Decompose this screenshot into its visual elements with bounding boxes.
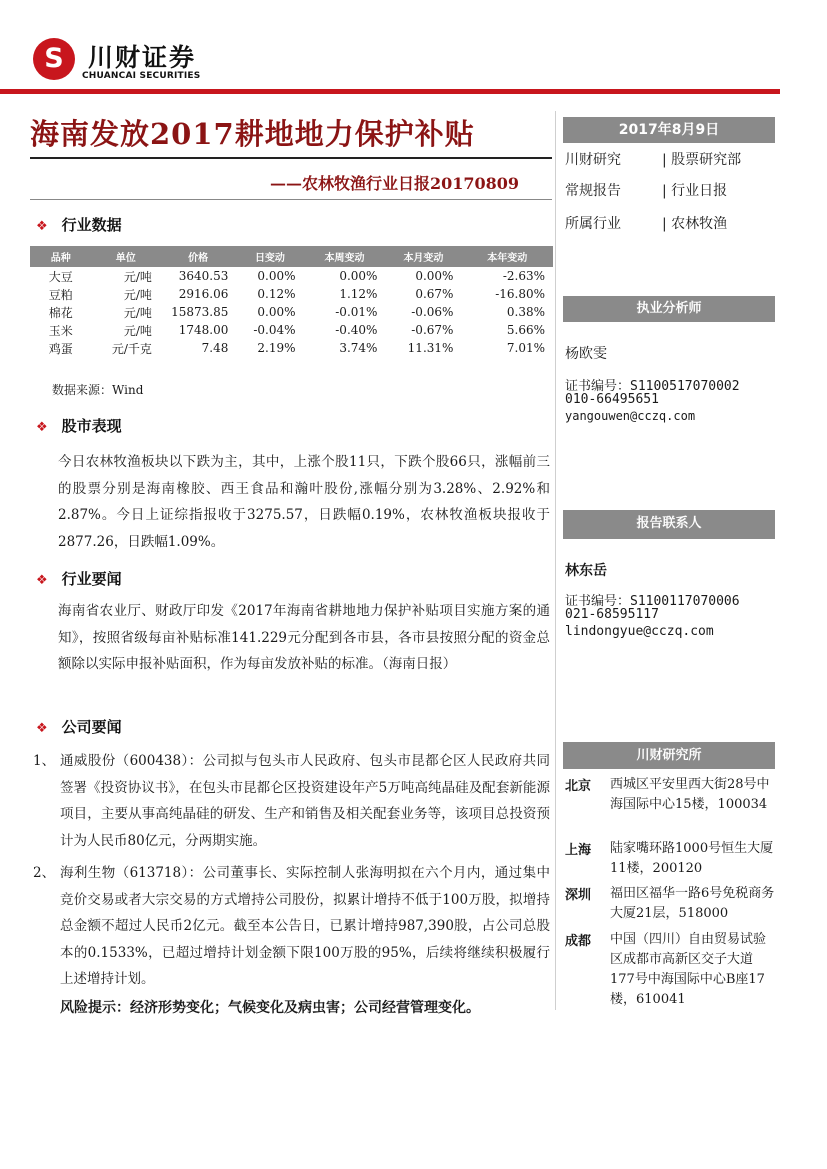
office-city: 上海	[565, 843, 592, 858]
section-industry-news	[36, 568, 122, 589]
price-table	[30, 246, 553, 357]
table-cell: 0.00%	[257, 305, 296, 319]
table-cell: 元/吨	[123, 323, 152, 338]
diamond-bullet-icon: ❖	[36, 219, 48, 234]
column-header: 价格	[160, 246, 236, 267]
news-item-number: 1、	[33, 753, 56, 769]
table-cell: 大豆	[48, 269, 73, 284]
table-cell: 棉花	[48, 305, 73, 320]
table-cell: -2.63%	[502, 269, 545, 283]
logo-mark	[33, 38, 75, 80]
table-cell: -0.01%	[335, 305, 378, 319]
company-news-item: 海利生物（613718）：公司董事长、实际控制人张海明拟在六个月内，通过集中竞价交易或者大宗交易的方式增持公司股份，拟累计增持不低于100万股，拟增持总金额不超过人民币2亿元。截至本公告日，已累计增持987,390股，占公司总股本的0.1533%，已超过增持计划金额下限100万股的95%，后续将继续积极履行上述增持计划。	[60, 865, 550, 987]
meta-label: 常规报告	[565, 183, 621, 199]
table-cell: 0.67%	[415, 287, 454, 301]
news-item-number: 2、	[33, 865, 56, 881]
table-cell: 玉米	[48, 323, 73, 338]
section-title: 行业要闻	[61, 570, 122, 588]
contact-header-rule	[563, 537, 775, 539]
subtitle-divider	[30, 199, 552, 200]
table-cell: 鸡蛋	[48, 341, 73, 356]
header-divider	[0, 89, 780, 94]
report-date: 2017年8月9日	[563, 117, 775, 143]
company-news-item: 通威股份（600438）：公司拟与包头市人民政府、包头市昆都仑区人民政府共同签署《投资协议书》，在包头市昆都仑区投资建设年产5万吨高纯晶硅及配套新能源项目，主要从事高纯晶硅的研发、生产和销售及相关配套业务等，该项目总投资预计为人民币80亿元，分两期实施。	[60, 753, 550, 849]
table-row	[30, 267, 553, 285]
diamond-bullet-icon: ❖	[36, 420, 48, 435]
logo-glyph: S	[44, 43, 64, 74]
table-cell: 15873.85	[171, 305, 229, 319]
table-cell: 1.12%	[339, 287, 378, 301]
table-cell: 0.12%	[257, 287, 296, 301]
section-company-news	[36, 716, 122, 737]
office-address: 中国（四川）自由贸易试验区成都市高新区交子大道177号中海国际中心B座17楼，610041	[610, 932, 767, 1007]
meta-label: 川财研究	[565, 152, 621, 168]
table-row	[30, 285, 553, 303]
table-cell: -0.67%	[411, 323, 454, 337]
section-title: 公司要闻	[61, 718, 122, 736]
table-cell: -0.06%	[411, 305, 454, 319]
table-row	[30, 321, 553, 339]
table-cell: 元/吨	[123, 287, 152, 302]
contact-phone: 021-68595117	[565, 607, 659, 622]
table-cell: 0.00%	[339, 269, 378, 283]
table-cell: 元/吨	[123, 305, 152, 320]
analyst-phone: 010-66495651	[565, 392, 659, 407]
column-header: 单位	[92, 246, 160, 267]
diamond-bullet-icon: ❖	[36, 573, 48, 588]
contact-header: 报告联系人	[563, 510, 775, 537]
table-cell: 元/吨	[123, 269, 152, 284]
section-market	[36, 415, 122, 436]
brand-name-en: CHUANCAI SECURITIES	[82, 71, 201, 81]
meta-label: 所属行业	[565, 216, 621, 232]
office-city: 深圳	[565, 888, 592, 903]
section-title: 行业数据	[61, 216, 122, 234]
contact-name: 林东岳	[565, 563, 607, 579]
table-cell: -0.40%	[335, 323, 378, 337]
table-cell: 3.74%	[339, 341, 378, 355]
brand-name-cn: 川财证券	[88, 43, 197, 72]
table-cell: 7.01%	[506, 341, 545, 355]
risk-warning: 风险提示：经济形势变化；气候变化及病虫害；公司经营管理变化。	[60, 1000, 480, 1016]
table-row	[30, 303, 553, 321]
meta-value: | 股票研究部	[662, 152, 742, 168]
institute-header: 川财研究所	[563, 742, 775, 769]
table-cell: 2.19%	[257, 341, 296, 355]
title-divider	[30, 157, 552, 159]
column-header: 日变动	[236, 246, 303, 267]
report-title: 海南发放2017耕地地力保护补贴	[30, 117, 475, 151]
office-city: 成都	[565, 934, 592, 949]
column-header: 本周变动	[304, 246, 386, 267]
office-address: 陆家嘴环路1000号恒生大厦11楼，200120	[610, 841, 774, 876]
industry-news-paragraph: 海南省农业厅、财政厅印发《2017年海南省耕地地力保护补贴项目实施方案的通知》，按照省级每亩补贴标准141.229元分配到各市县，各市县按照分配的资金总额除以实际申报补贴面积，作为每亩发放补贴的标准。（海南日报）	[58, 603, 550, 672]
table-cell: 7.48	[201, 341, 229, 355]
table-cell: 2916.06	[178, 287, 229, 301]
meta-value: | 行业日报	[662, 183, 728, 199]
table-cell: 豆粕	[48, 287, 73, 302]
table-source: 数据来源：Wind	[52, 383, 144, 397]
analyst-cert: 证书编号：S1100517070002	[565, 379, 740, 394]
section-industry-data	[36, 214, 122, 235]
column-header: 本年变动	[461, 246, 553, 267]
table-cell: 0.38%	[506, 305, 545, 319]
table-cell: 0.00%	[415, 269, 454, 283]
office-city: 北京	[565, 779, 592, 794]
table-cell: 元/千克	[111, 341, 152, 356]
analyst-name: 杨欧雯	[565, 346, 607, 362]
office-address: 西城区平安里西大街28号中海国际中心15楼，100034	[610, 777, 770, 812]
market-paragraph: 今日农林牧渔板块以下跌为主，其中，上涨个股11只，下跌个股66只，涨幅前三的股票分别是海南橡胶、西王食品和瀚叶股份,涨幅分别为3.28%、2.92%和2.87%。今日上证综指报收于3275.57，日跌幅0.19%，农林牧渔板块报收于2877.26，日跌幅1.09%。	[58, 454, 550, 550]
contact-cert: 证书编号：S1100117070006	[565, 594, 740, 609]
sidebar-divider	[555, 111, 556, 1010]
table-row	[30, 339, 553, 357]
table-cell: 11.31%	[407, 341, 454, 355]
office-address: 福田区福华一路6号免税商务大厦21层，518000	[610, 886, 775, 921]
meta-value: | 农林牧渔	[662, 216, 728, 232]
analyst-email: yangouwen@cczq.com	[565, 409, 696, 423]
table-cell: 0.00%	[257, 269, 296, 283]
contact-email: lindongyue@cczq.com	[565, 624, 714, 639]
report-subtitle: ——农林牧渔行业日报20170809	[270, 174, 520, 193]
table-cell: 5.66%	[506, 323, 545, 337]
column-header: 品种	[30, 246, 92, 267]
diamond-bullet-icon: ❖	[36, 721, 48, 736]
table-cell: -0.04%	[253, 323, 296, 337]
section-title: 股市表现	[61, 417, 122, 435]
table-cell: 1748.00	[178, 323, 229, 337]
column-header: 本月变动	[385, 246, 461, 267]
table-cell: -16.80%	[495, 287, 545, 301]
table-header-row	[30, 246, 553, 267]
analyst-header: 执业分析师	[563, 296, 775, 322]
table-cell: 3640.53	[178, 269, 229, 283]
